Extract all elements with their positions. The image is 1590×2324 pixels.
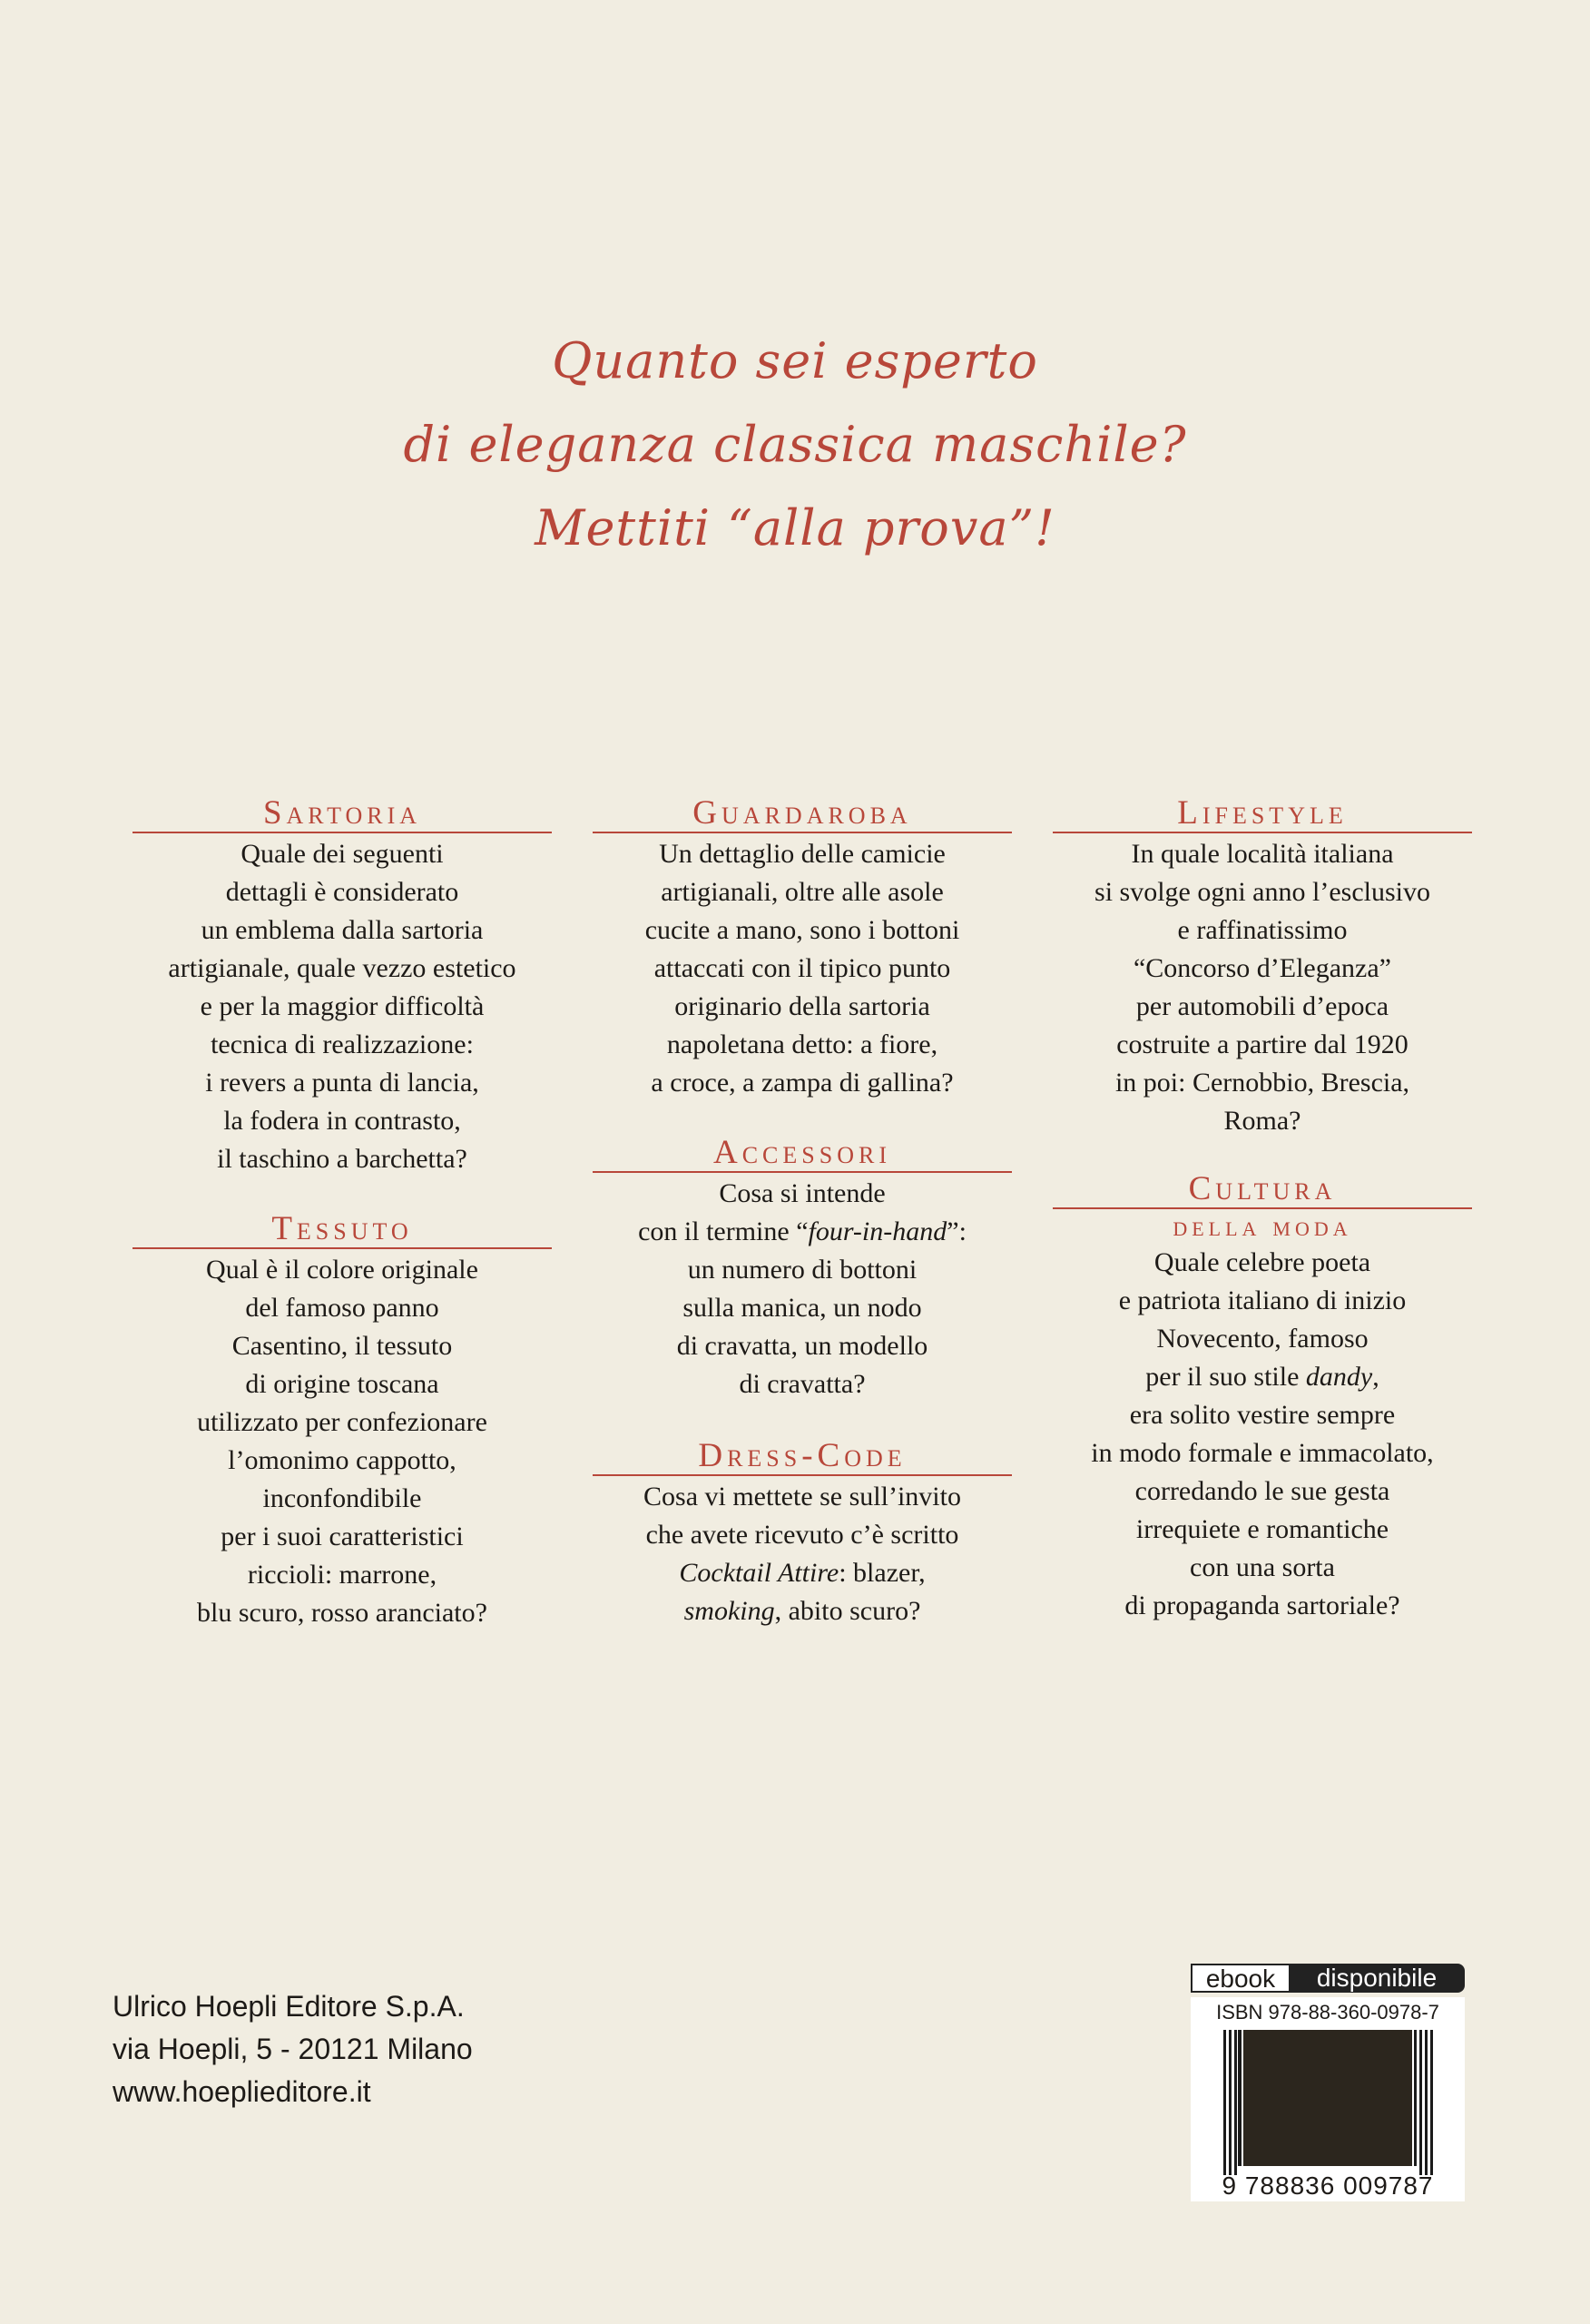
ebook-available-label: disponibile <box>1289 1964 1465 1993</box>
body-line: un numero di bottoni <box>687 1255 918 1285</box>
body-line: tecnica di realizzazione: <box>211 1029 474 1059</box>
term-cocktail-attire: Cocktail Attire <box>679 1558 839 1588</box>
body-line: in poi: Cernobbio, Brescia, <box>1114 1068 1410 1098</box>
body-line: Roma? <box>1223 1106 1301 1136</box>
term-four-in-hand: four-in-hand <box>808 1216 947 1246</box>
body-line: Cocktail Attire: blazer, <box>679 1558 926 1588</box>
section-body <box>593 1478 1012 1630</box>
body-line: Cosa vi mettete se sull’invito <box>643 1482 961 1512</box>
body-line: con una sorta <box>1190 1552 1335 1582</box>
body-line: e per la maggior difficoltà <box>200 991 485 1021</box>
body-line: dettagli è considerato <box>225 877 459 907</box>
body-line: di cravatta, un modello <box>676 1331 928 1361</box>
body-line: Qual è il colore originale <box>206 1255 478 1285</box>
body-line: costruite a partire dal 1920 <box>1116 1029 1408 1059</box>
body-line: per il suo stile dandy, <box>1145 1362 1379 1392</box>
body-line: di origine toscana <box>245 1369 439 1399</box>
publisher-name: Ulrico Hoepli Editore S.p.A. <box>113 1990 465 2023</box>
barcode-digits: 9 788836 009787 <box>1222 2171 1434 2200</box>
body-line: blu scuro, rosso aranciato? <box>197 1598 487 1628</box>
section-body <box>593 1175 1012 1403</box>
section-dresscode <box>593 1438 1012 1630</box>
body-line: con il termine “four-in-hand”: <box>638 1216 967 1246</box>
body-line: il taschino a barchetta? <box>217 1144 467 1174</box>
heading-line-2: della moda <box>1173 1209 1352 1242</box>
term-dandy: dandy <box>1305 1362 1373 1392</box>
body-line: cucite a mano, sono i bottoni <box>644 915 960 945</box>
body-line: attaccati con il tipico punto <box>653 953 951 983</box>
body-line: inconfondibile <box>262 1483 422 1513</box>
body-line: per automobili d’epoca <box>1135 991 1389 1021</box>
heading-line-1: Cultura <box>1188 1170 1337 1207</box>
ebook-badge <box>1191 1964 1465 1993</box>
body-line: si svolge ogni anno l’esclusivo <box>1094 877 1430 907</box>
body-line: Cosa si intende <box>719 1178 886 1208</box>
body-line: “Concorso d’Eleganza” <box>1133 953 1392 983</box>
tagline <box>0 320 1590 570</box>
section-body <box>132 1251 552 1632</box>
body-line: la fodera in contrasto, <box>223 1106 461 1136</box>
body-line: che avete ricevuto c’è scritto <box>645 1520 959 1550</box>
body-line: smoking, abito scuro? <box>683 1596 921 1626</box>
section-body <box>593 835 1012 1102</box>
body-line: riccioli: marrone, <box>247 1560 437 1590</box>
body-line: utilizzato per confezionare <box>197 1407 487 1437</box>
body-line: l’omonimo cappotto, <box>228 1445 456 1475</box>
body-line: e raffinatissimo <box>1177 915 1348 945</box>
body-line: a croce, a zampa di gallina? <box>651 1068 954 1098</box>
section-heading: Lifestyle <box>1053 795 1472 833</box>
body-line: In quale località italiana <box>1131 839 1394 869</box>
body-line: del famoso panno <box>245 1293 439 1323</box>
body-line: originario della sartoria <box>674 991 930 1021</box>
publisher-website: www.hoeplieditore.it <box>113 2075 371 2108</box>
section-body <box>1053 1244 1472 1625</box>
barcode-icon <box>1223 2030 1434 2175</box>
body-line: di propaganda sartoriale? <box>1124 1590 1400 1620</box>
ebook-label: ebook <box>1191 1964 1289 1993</box>
body-line: Quale celebre poeta <box>1153 1247 1371 1277</box>
body-line: in modo formale e immacolato, <box>1091 1438 1434 1468</box>
body-line: Novecento, famoso <box>1156 1324 1369 1354</box>
body-line: Un dettaglio delle camicie <box>659 839 946 869</box>
body-line: artigianali, oltre alle asole <box>661 877 944 907</box>
body-line: di cravatta? <box>739 1369 866 1399</box>
tagline-line-3: Mettiti “alla prova”! <box>535 499 1055 556</box>
section-heading <box>1053 1171 1472 1209</box>
tagline-line-1: Quanto sei esperto <box>552 332 1038 389</box>
section-body <box>1053 835 1472 1140</box>
section-body <box>132 835 552 1178</box>
section-heading-sub <box>1053 1209 1472 1242</box>
section-guardaroba <box>593 795 1012 1102</box>
section-lifestyle <box>1053 795 1472 1140</box>
publisher-info <box>113 1985 473 2113</box>
body-line: napoletana detto: a fiore, <box>666 1029 938 1059</box>
section-tessuto <box>132 1211 552 1632</box>
section-heading: Guardaroba <box>593 795 1012 833</box>
barcode-box <box>1191 1997 1465 2201</box>
body-line: per i suoi caratteristici <box>221 1521 464 1551</box>
section-heading: Dress-Code <box>593 1438 1012 1476</box>
section-heading: Tessuto <box>132 1211 552 1249</box>
section-cultura <box>1053 1171 1472 1625</box>
body-line: sulla manica, un nodo <box>682 1293 922 1323</box>
section-heading: Accessori <box>593 1135 1012 1173</box>
body-line: era solito vestire sempre <box>1129 1400 1396 1430</box>
body-line: corredando le sue gesta <box>1134 1476 1390 1506</box>
body-line: i revers a punta di lancia, <box>205 1068 479 1098</box>
body-line: e patriota italiano di inizio <box>1118 1285 1407 1315</box>
publisher-address: via Hoepli, 5 - 20121 Milano <box>113 2033 473 2065</box>
body-line: artigianale, quale vezzo estetico <box>168 953 516 983</box>
body-line: irrequiete e romantiche <box>1135 1514 1389 1544</box>
body-line: un emblema dalla sartoria <box>201 915 484 945</box>
section-sartoria <box>132 795 552 1178</box>
body-line: Quale dei seguenti <box>240 839 444 869</box>
section-heading: Sartoria <box>132 795 552 833</box>
isbn-text: ISBN 978-88-360-0978-7 <box>1216 2001 1439 2024</box>
section-accessori <box>593 1135 1012 1403</box>
term-smoking: smoking <box>683 1596 775 1626</box>
tagline-line-2: di eleganza classica maschile? <box>403 416 1187 473</box>
body-line: Casentino, il tessuto <box>231 1331 453 1361</box>
